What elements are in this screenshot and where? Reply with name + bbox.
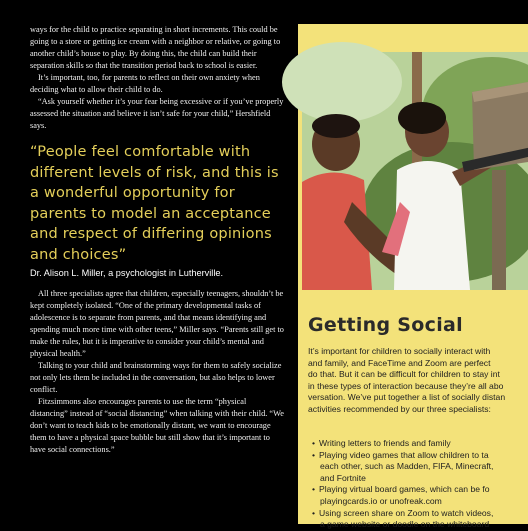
sidebar-body-line: in these types of interaction because they’re all abo: [308, 380, 504, 391]
sidebar-body-line: It’s important for children to socially interact with: [308, 346, 491, 356]
list-item-continuation: playingcards.io or unofreak.com: [320, 495, 442, 506]
article-paragraph: Fitzsimmons also encourages parents to use the term “physical distancing” instead of “social distancing” when talking with their child. “We don’t want to teach kids to be emotionally distant, we want to encourage them to have a physical space bubble but still show that it’s important to have social connections.”: [30, 397, 284, 454]
activity-list: [312, 438, 522, 531]
quote-attribution: Dr. Alison L. Miller, a psychologist in Lutherville.: [30, 268, 224, 278]
list-item: • Writing letters to friends and family: [312, 438, 522, 450]
article-paragraph: It’s important, too, for parents to reflect on their own anxiety when deciding what to allow their child to do.: [30, 73, 260, 94]
article-paragraph: “Ask yourself whether it’s your fear being excessive or if you’ve properly assessed the situation and believe it isn’t safe for your child,” Hershfield says.: [30, 97, 284, 130]
sidebar-body-line: and family, and FaceTime and Zoom are perfect: [308, 357, 491, 368]
article-paragraph: All three specialists agree that children, especially teenagers, shouldn’t be kept completely isolated. “One of the primary developmental tasks of adolescence is to separate from parents, and that means identifying and spending much more time with other teens,” Miller says. “Parents still get to make the rules, but it is imperative to consider your child’s mental and physical health.”: [30, 289, 284, 358]
list-item: • Using screen share on Zoom to watch videos,: [312, 508, 522, 520]
sidebar-body-line: do that. But it can be difficult for children to stay int: [308, 369, 500, 380]
photo-illustration: [302, 52, 528, 290]
list-item-continuation: each other, such as Madden, FIFA, Minecraft,: [320, 461, 494, 472]
sidebar-title: Getting Social: [308, 314, 463, 336]
article-paragraph: Talking to your child and brainstorming ways for them to safely socialize not only lets them be included in the conversation, but also helps to lower conflict.: [30, 361, 282, 394]
article-paragraph: ways for the child to practice separating in short increments. This could be going to a store or getting ice cream with a neighbor or relative, or going to another child’s house to play. By doing this, the child can build their separation skills so that the transition period back to school is easier.: [30, 25, 281, 70]
photo-father-daughter-mailbox: [302, 52, 528, 290]
sidebar-intro: [308, 346, 518, 416]
sidebar-panel: [298, 24, 528, 530]
sidebar-body-line: versation. We’ve put together a list of socially distan: [308, 392, 506, 403]
list-item: • Playing video games that allow children to ta: [312, 450, 522, 462]
sidebar-body-line: activities recommended by our three specialists:: [308, 403, 491, 414]
article-column: [30, 24, 285, 456]
list-item-continuation: a game website or doodle on the whiteboard: [320, 519, 490, 530]
list-item-continuation: and Fortnite: [320, 472, 366, 483]
pull-quote: “People feel comfortable with different levels of risk, and this is a wonderful opportunity for parents to model an acceptance and respect of differing opinions and choices”: [30, 144, 279, 263]
list-item: • Playing virtual board games, which can be fo: [312, 484, 522, 496]
